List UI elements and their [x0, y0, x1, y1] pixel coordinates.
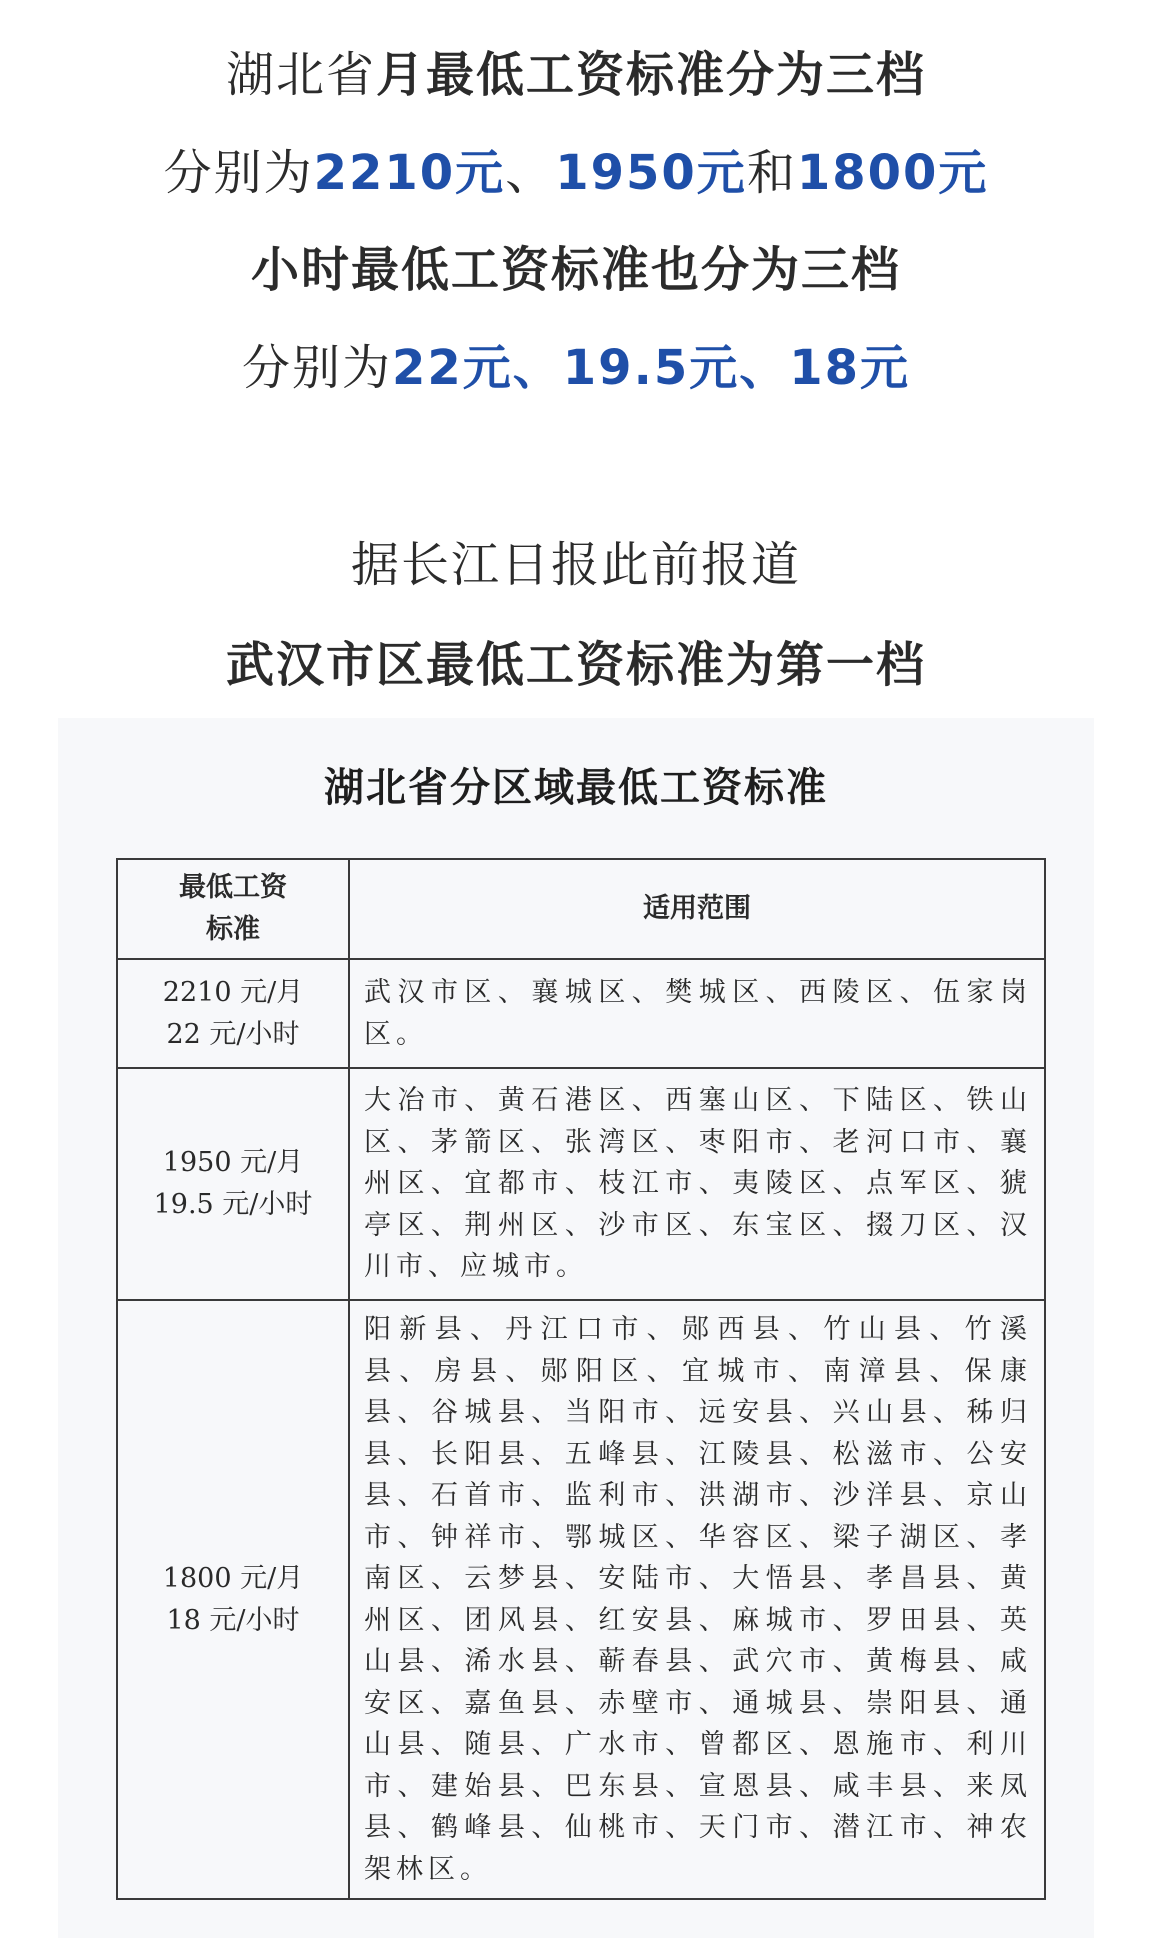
monthly-sep-2: 和: [746, 145, 797, 201]
wage-standard-table: [116, 858, 1046, 1900]
table-header-row: [117, 859, 1045, 959]
monthly-value-2: 1950元: [555, 145, 747, 201]
headline-monthly-values: [0, 143, 1152, 203]
header-scope: 适用范围: [349, 859, 1045, 959]
scope-cell: 阳新县、丹江口市、郧西县、竹山县、竹溪县、房县、郧阳区、宜城市、南漳县、保康县、谷城县、当阳市、远安县、兴山县、秭归县、长阳县、五峰县、江陵县、松滋市、公安县、石首市、监利市、洪湖市、沙洋县、京山市、钟祥市、鄂城区、华容区、梁子湖区、孝南区、云梦县、安陆市、大悟县、孝昌县、黄州区、团风县、红安县、麻城市、罗田县、英山县、浠水县、蕲春县、武穴市、黄梅县、咸安区、嘉鱼县、赤壁市、通城县、崇阳县、通山县、随县、广水市、曾都区、恩施市、利川市、建始县、巴东县、宣恩县、咸丰县、来凤县、鹤峰县、仙桃市、天门市、潜江市、神农架林区。: [349, 1300, 1045, 1899]
hourly-sep-2: 、: [739, 340, 790, 396]
hourly-value-3: 18元: [789, 340, 911, 396]
table-row: [117, 959, 1045, 1068]
headline-wuhan-tier: 武汉市区最低工资标准为第一档: [225, 637, 926, 693]
document-title: 湖北省分区域最低工资标准: [324, 764, 828, 811]
headline-monthly-values-prefix: 分别为: [163, 145, 314, 201]
table-row: [117, 1300, 1045, 1899]
hourly-sep-1: 、: [512, 340, 563, 396]
headline-monthly-tiers: [0, 45, 1152, 105]
hourly-value-1: 22元: [391, 340, 513, 396]
standard-cell: 1950 元/月 19.5 元/小时: [117, 1068, 349, 1300]
headline-hourly-values: [0, 338, 1152, 398]
scope-cell: 武汉市区、襄城区、樊城区、西陵区、伍家岗区。: [349, 959, 1045, 1068]
headline-hourly-values-prefix: 分别为: [241, 340, 392, 396]
document-image: [58, 718, 1094, 1938]
hourly-value-2: 19.5元: [562, 340, 740, 396]
monthly-value-3: 1800元: [796, 145, 989, 201]
headline-monthly-bold: 月最低工资标准分为三档: [376, 47, 927, 103]
headline-hourly-tiers: 小时最低工资标准也分为三档: [250, 242, 901, 298]
standard-cell: 1800 元/月 18 元/小时: [117, 1300, 349, 1899]
headline-monthly-prefix: 湖北省: [225, 47, 376, 103]
monthly-sep-1: 、: [505, 145, 556, 201]
standard-cell: 2210 元/月 22 元/小时: [117, 959, 349, 1068]
table-row: [117, 1068, 1045, 1300]
header-standard: 最低工资 标准: [117, 859, 349, 959]
headline-source: 据长江日报此前报道: [350, 537, 801, 593]
monthly-value-1: 2210元: [313, 145, 506, 201]
scope-cell: 大冶市、黄石港区、西塞山区、下陆区、铁山区、茅箭区、张湾区、枣阳市、老河口市、襄州区、宜都市、枝江市、夷陵区、点军区、猇亭区、荆州区、沙市区、东宝区、掇刀区、汉川市、应城市。: [349, 1068, 1045, 1300]
